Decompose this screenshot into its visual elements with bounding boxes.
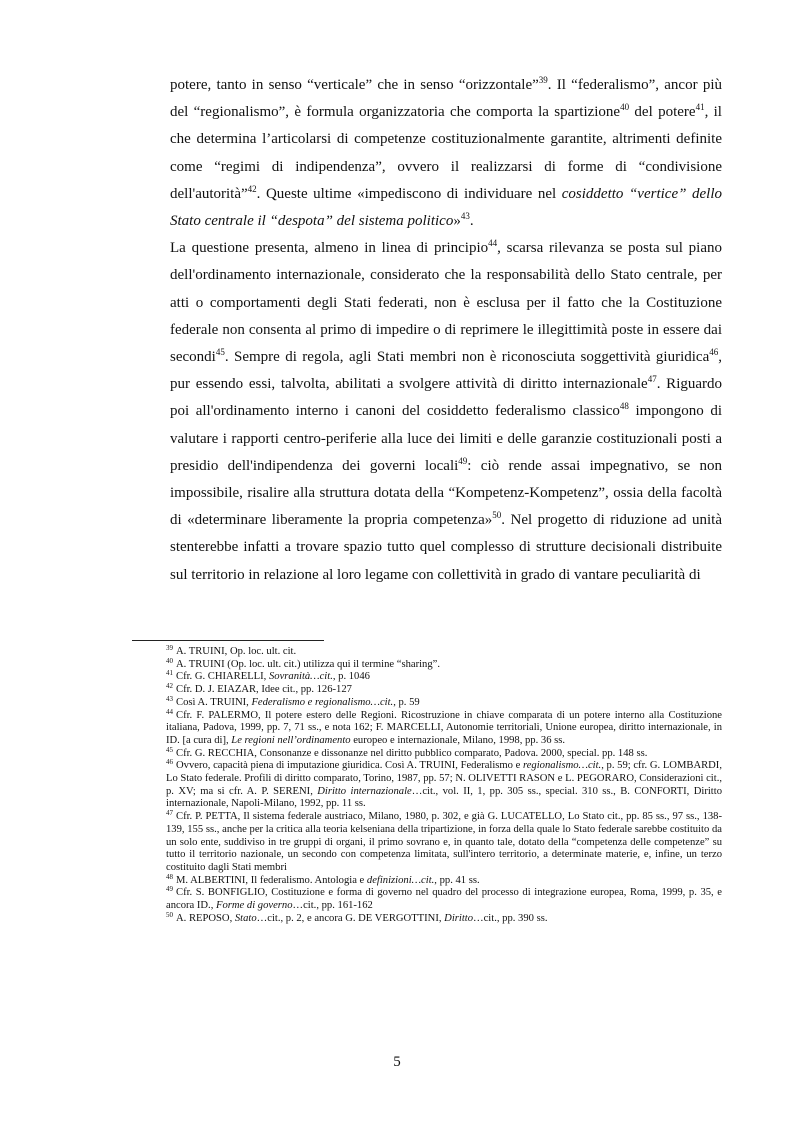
text-run: Cfr. S. BONFIGLIO, Costituzione e forma di governo nel quadro del processo di integrazione europea, Roma, 1999, p. 35, e ancora ID., [166,887,722,912]
footnote-number: 40 [166,656,173,665]
text-run: A. REPOSO, [176,912,235,924]
text-run: . Riguardo poi all'ordinamento interno i canoni del cosiddetto federalismo classico [170,376,723,420]
footnote [166,910,722,926]
body-text [170,72,722,589]
footnote-number: 39 [166,644,173,652]
footnote-number: 43 [166,694,173,703]
text-run: , pur essendo essi, talvolta, abilitati a svolgere attività di diritto internazionale [170,349,722,393]
footnote-ref: 50 [492,510,502,521]
text-run: , pp. 41 ss. [434,874,480,886]
footnote [166,745,722,761]
italic-text: Stato [234,912,257,924]
text-run: …cit., vol. II, 1, pp. 305 ss., special. 310 ss., B. CONFORTI, Diritto internazionale, Napoli-Milano, 1992, pp. 11 ss. [166,785,722,810]
page-number: 5 [393,1054,401,1070]
footnote [166,872,722,888]
footnote-ref: 43 [460,211,470,222]
paragraph-1 [170,72,722,235]
text-run: Così A. TRUINI, [176,696,252,708]
italic-text: regionalismo…cit. [523,760,602,772]
text-run: Cfr. F. PALERMO, Il potere estero delle Regioni. Ricostruzione in chiave comparata di un potere interno alla Costituzione italiana, Padova, 1999, pp. 7, 71 ss., e nota 162; F. MARCELLI, Autonomie territoriali, Unione europea, diritto internazionale, in ID. [a cura di], [166,709,722,746]
text-run: . Nel progetto di riduzione ad unità stenterebbe infatti a trovare spazio tutto quel complesso di strutture decisionali distribuite sul territorio in relazione al loro legame con collettività in grado di vantare peculiarità di [170,512,723,583]
text-run: Cfr. G. RECCHIA, Consonanze e dissonanze nel diritto pubblico comparato, Padova. 2000, special. pp. 148 ss. [176,747,648,759]
text-run: . Queste ultime «impediscono di individuare nel [256,185,562,202]
text-run: Cfr. G. CHIARELLI, [176,671,269,683]
text-run: …cit., pp. 161-162 [292,900,373,912]
text-run: …cit., p. 2, e ancora G. DE VERGOTTINI, [256,912,445,924]
text-run: : ciò rende assai impegnativo, se non impossibile, risalire alla struttura dotata della “Kompetenz-Kompetenz”, ossia della facoltà di «determinare liberamente la propria competenza» [170,457,722,529]
text-run: . [469,213,474,230]
italic-text: Sovranità…cit. [268,671,333,683]
footnote-ref: 44 [488,238,498,249]
footnote-ref: 39 [538,75,548,85]
footnote-number: 48 [166,872,173,881]
text-run: Cfr. P. PETTA, Il sistema federale austriaco, Milano, 1980, p. 302, e già G. LUCATELLO, Lo Stato cit., pp. 85 ss., 97 ss., 138-139, 155 ss., anche per la critica alla teoria kelseniana della tripartizione, in forza della quale lo Stato federale sarebbe costituito da un solo ente, suddiviso in tre gruppi di organi, il primo sovrano e, in quanto tale, dotato della “competenza delle competenze” su tutto il territorio nazionale, un secondo con competenza limitata, sull'intero territorio, a determinate materie, e, infine, un terzo costituito dagli Stati membri [166,811,722,873]
text-run: del potere [629,104,696,121]
footnote [166,811,722,875]
footnote-number: 50 [166,910,173,919]
footnote-number: 42 [166,682,173,691]
text-run: , scarsa rilevanza se posta sul piano dell'ordinamento internazionale, considerato che la responsabilità dello Stato centrale, per atti o comportamenti degli Stati federati, non è esclusa per il fatto che la Costituzione federale non consenta al primo di impedire o di reprimere le illegittimità poste in essere dai secondi [170,240,723,366]
footnote-ref: 45 [215,347,225,358]
text-run: La questione presenta, almeno in linea di principio [170,240,489,257]
italic-text: definizioni…cit. [366,874,435,886]
footnote [166,646,722,659]
text-run: , p. 1046 [332,671,370,683]
text-run: A. TRUINI (Op. loc. ult. cit.) utilizza qui il termine “sharing”. [176,658,440,670]
text-run: , il che determina l’articolarsi di competenze costituzionalmente garantite, altrimenti definite come “regimi di indipendenza”, ovvero il realizzarsi di forme di “condivisione dell'autorità” [170,104,722,202]
footnote-ref: 42 [247,183,257,194]
text-run: M. ALBERTINI, Il federalismo. Antologia e [176,874,367,886]
footnote-number: 46 [166,758,173,767]
text-run: , p. 59 [393,696,420,708]
text-run: …cit., pp. 390 ss. [473,912,548,924]
text-run: . Sempre di regola, agli Stati membri non è riconosciuta soggettività giuridica [224,349,710,366]
italic-text: Diritto [444,912,474,924]
footnote-number: 47 [166,809,173,818]
footnote [166,707,722,748]
footnote [166,694,722,710]
footnote-ref: 41 [695,102,705,113]
text-run: Ovvero, capacità piena di imputazione giuridica. Così A. TRUINI, Federalismo e [176,760,523,772]
footnote-ref: 46 [709,347,719,358]
text-run: A. TRUINI, Op. loc. ult. cit. [176,646,297,657]
footnote-ref: 48 [619,401,629,412]
text-run: potere, tanto in senso “verticale” che in senso “orizzontale” [170,77,539,93]
italic-text: Diritto internazionale [317,785,412,797]
footnote-number: 45 [166,745,173,754]
text-run: , p. 59; cfr. G. LOMBARDI, Lo Stato federale. Profili di diritto comparato, Torino, 1987, pp. 57; N. OLIVETTI RASON e L. PEGORARO, Considerazioni cit., p. XV; ma si cfr. A. P. SERENI, [166,760,722,797]
text-run: Cfr. D. J. EIAZAR, Idee cit., pp. 126-127 [176,684,352,696]
footnote-number: 41 [166,669,173,678]
footnote-ref: 49 [458,455,468,466]
footnote [166,684,722,697]
text-run: » [453,213,461,230]
paragraph-2 [170,235,722,589]
footnote [166,887,722,912]
text-run: impongono di valutare i rapporti centro-periferie alla luce dei limiti e delle garanzie costituzionali posti a presidio dell'indipendenza dei governi locali [170,403,722,474]
footnote-ref: 40 [620,102,630,113]
italic-text: Federalismo e regionalismo…cit. [251,696,394,708]
footnote [166,656,722,672]
footnote-separator [132,640,324,641]
italic-text: Le regioni nell’ordinamento [231,734,351,746]
italic-text: Forme di governo [216,900,293,912]
footnote-number: 49 [166,885,173,894]
footnote-number: 44 [166,707,173,716]
footnote [166,760,722,811]
italic-text: cosiddetto “vertice” dello Stato centrale il “despota” del sistema politico [170,185,722,230]
text-run: . Il “federalismo”, ancor più del “regionalismo”, è formula organizzatoria che comporta la spartizione [170,77,722,121]
footnotes [166,646,722,925]
footnote-ref: 47 [647,374,657,385]
footnote [166,671,722,684]
text-run: europeo e internazionale, Milano, 1998, pp. 36 ss. [350,734,566,746]
